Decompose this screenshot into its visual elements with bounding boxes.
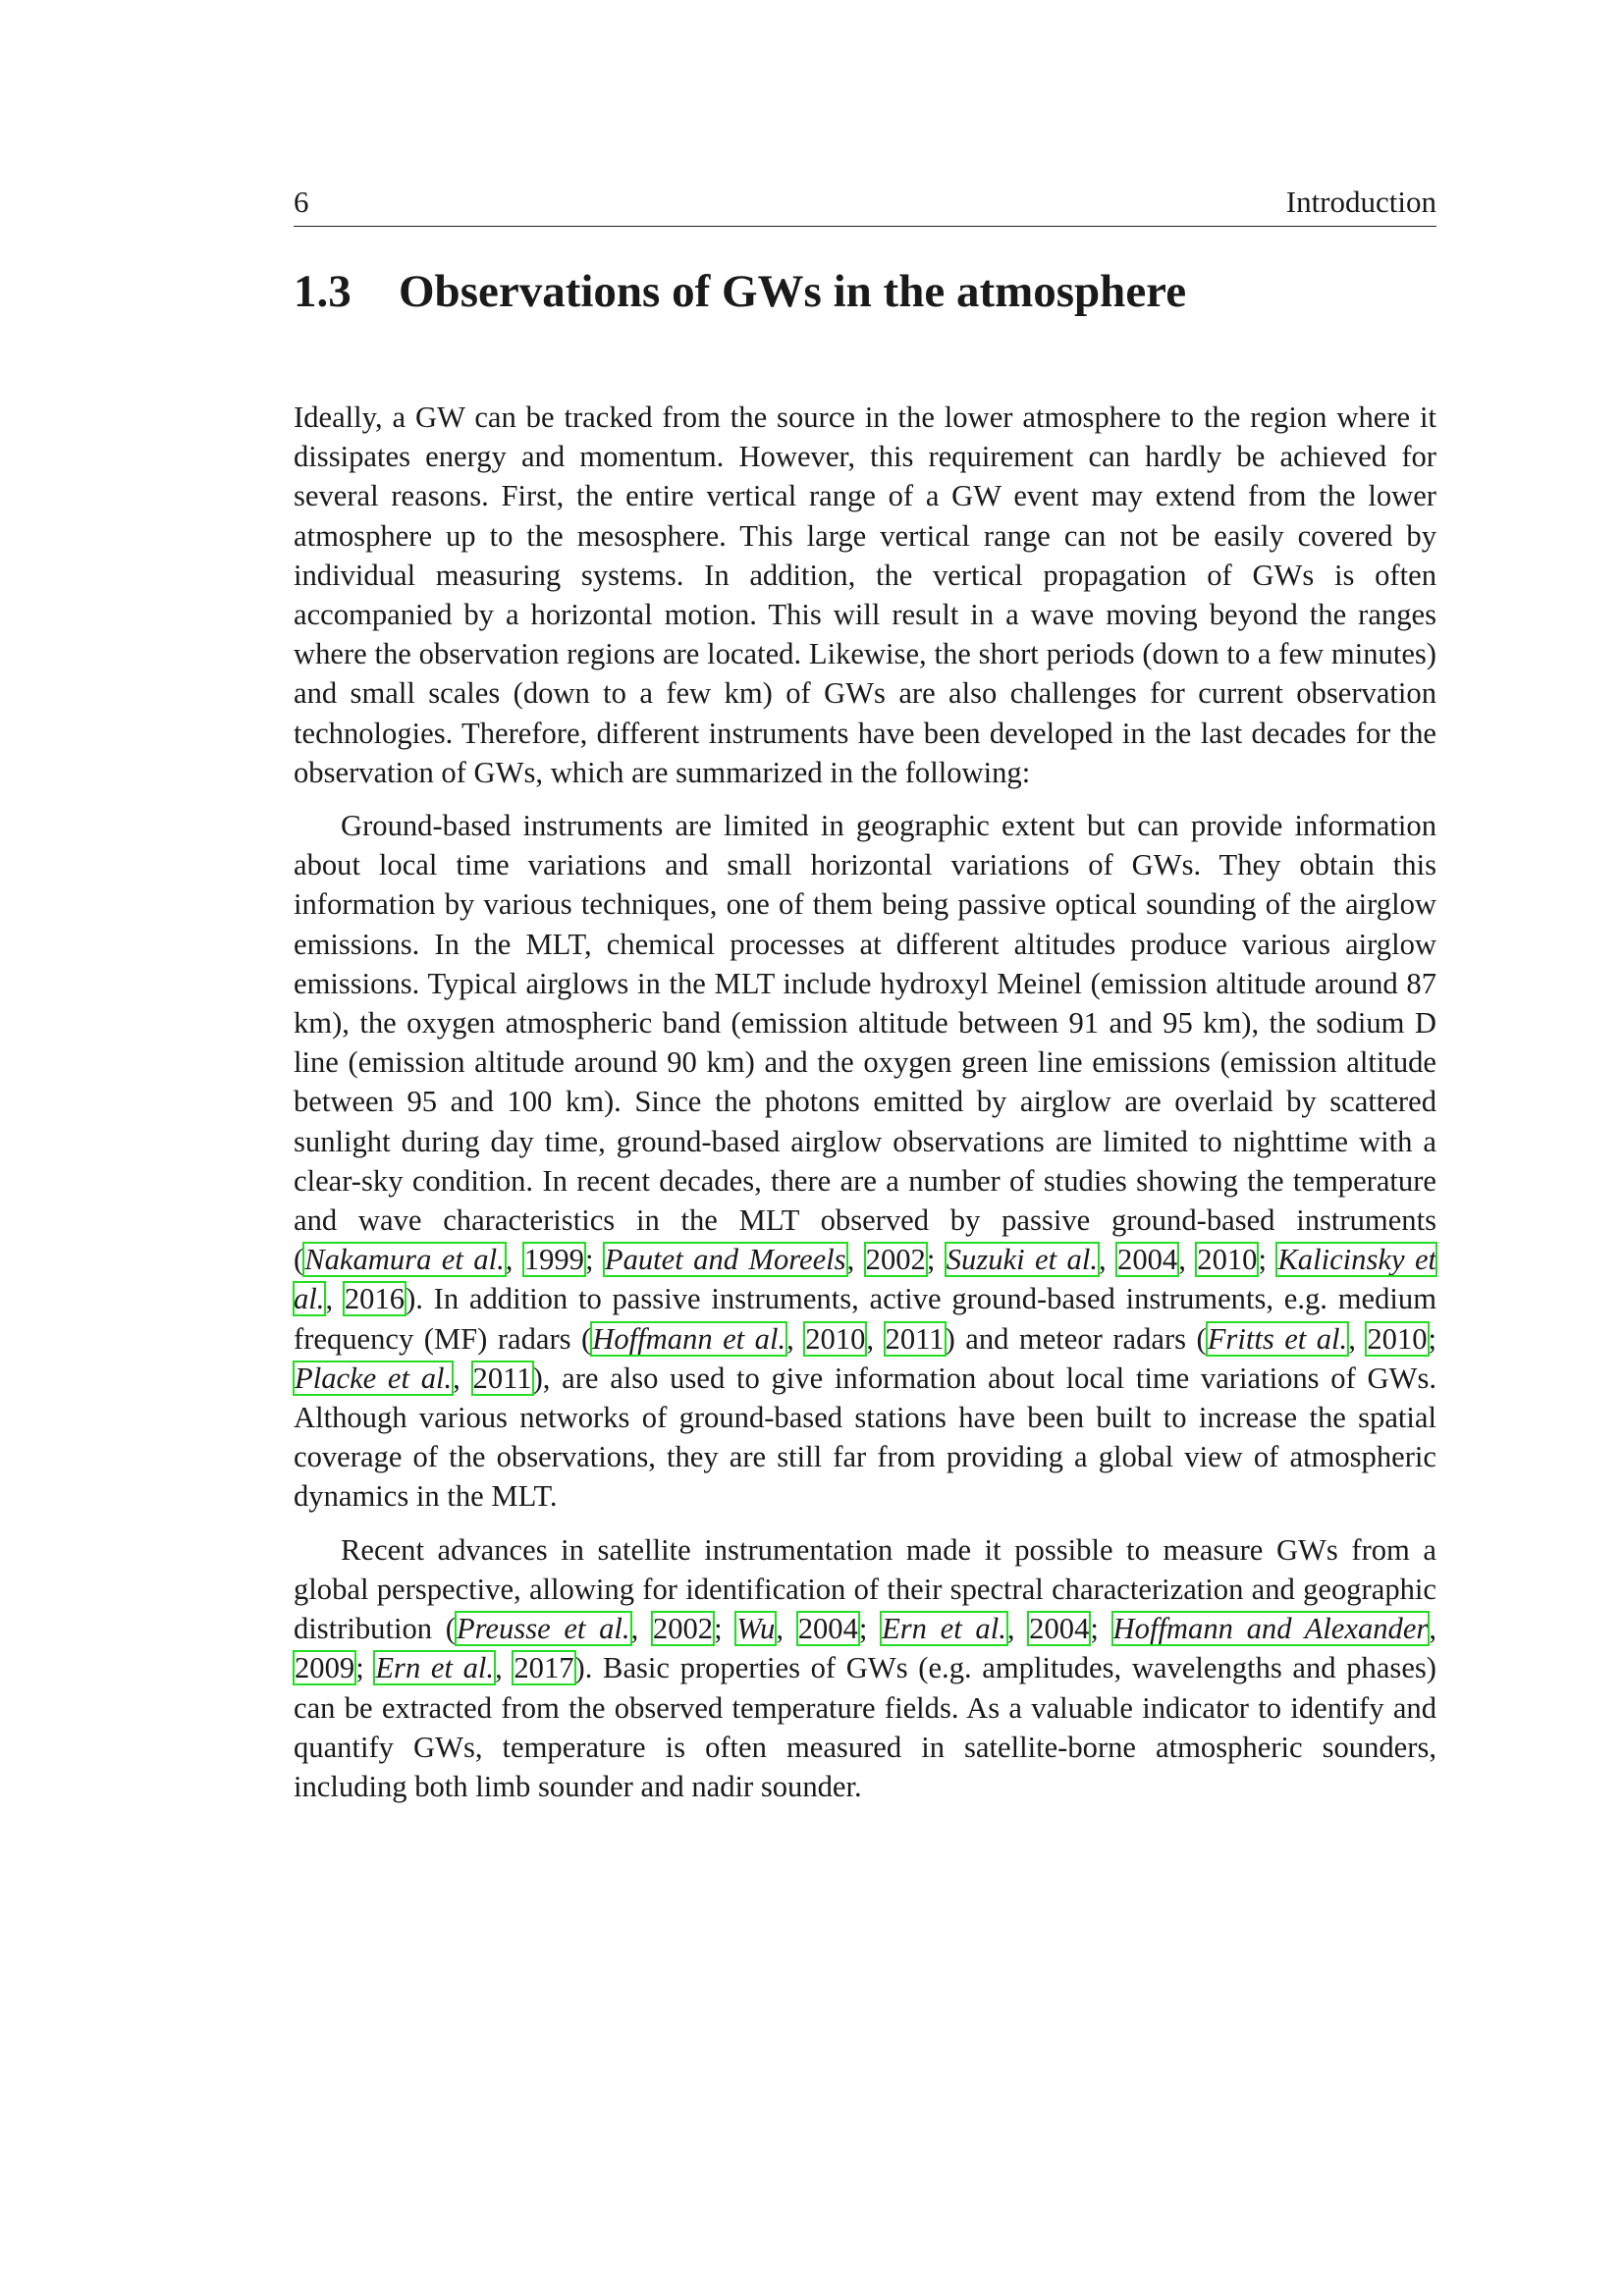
citation-link[interactable]: Fritts et al. (1207, 1321, 1348, 1356)
section-heading (294, 262, 1436, 321)
citation-link[interactable]: Nakamura et al. (304, 1243, 505, 1277)
text-run: ), are also used to give information about local time variations of GWs. Although various networks of ground-based stations have been built to increase the spatial coverage of the observations, they are still far from providing a global view of atmospheric dynamics in the MLT. (294, 1361, 1437, 1514)
section-title: Observations of GWs in the atmosphere (399, 266, 1187, 317)
citation-link[interactable]: Suzuki et al. (946, 1243, 1098, 1277)
citation-year-link[interactable]: 2002 (652, 1612, 714, 1646)
chapter-title: Introduction (1285, 185, 1436, 219)
paragraph-1: Ideally, a GW can be tracked from the source in the lower atmosphere to the region where it dissipates energy and momentum. However, this requirement can hardly be achieved for several reasons. First, the entire vertical range of a GW event may extend from the lower atmosphere up to the mesosphere. This large vertical range can not be easily covered by individual measuring systems. In addition, the vertical propagation of GWs is often accompanied by a horizontal motion. This will result in a wave moving beyond the ranges where the observation regions are located. Likewise, the short periods (down to a few minutes) and small scales (down to a few km) of GWs are also challenges for current observation technologies. Therefore, different instruments have been developed in the last decades for the observation of GWs, which are summarized in the following: (294, 400, 1436, 789)
page-number: 6 (294, 185, 309, 219)
running-head (294, 183, 1436, 227)
paragraph-3: Recent advances in satellite instrumentation made it possible to measure GWs from a global perspective, allowing for identification of their spectral characterization and geographic distribution (Preusse et al., 2002; Wu, 2004; Ern et al., 2004; Hoffmann and Alexander, 2009; Ern et al., 2017). Basic properties of GWs (e.g. amplitudes, wavelengths and phases) can be extracted from the observed temperature fields. As a valuable indicator to identify and quantify GWs, temperature is often measured in satellite-borne atmospheric sounders, including both limb sounder and nadir sounder. (294, 1532, 1436, 1803)
citation-year-link[interactable]: 2010 (805, 1321, 866, 1356)
paragraph-2: Ground-based instruments are limited in geographic extent but can provide information about local time variations and small horizontal variations of GWs. They obtain this information by various techniques, one of them being passive optical sounding of the airglow emissions. In the MLT, chemical processes at different altitudes produce various airglow emissions. Typical airglows in the MLT include hydroxyl Meinel (emission altitude around 87 km), the oxygen atmospheric band (emission altitude between 91 and 95 km), the sodium D line (emission altitude around 90 km) and the oxygen green line emissions (emission altitude between 95 and 100 km). Since the photons emitted by airglow are overlaid by scattered sunlight during day time, ground-based airglow observations are limited to nighttime with a clear-sky condition. In recent decades, there are a number of studies showing the temperature and wave characteristics in the MLT observed by passive ground-based instruments (Nakamura et al., 1999; Pautet and Moreels, 2002; Suzuki et al., 2004, 2010; Kalicinsky et al., 2016). In addition to passive instruments, active ground-based instruments, e.g. medium frequency (MF) radars (Hoffmann et al., 2010, 2011) and meteor radars (Fritts et al., 2010; Placke et al., 2011), are also used to give information about local time variations of GWs. Although various networks of ground-based stations have been built to increase the spatial coverage of the observations, they are still far from providing a global view of atmospheric dynamics in the MLT. (294, 809, 1437, 1514)
citation-year-link[interactable]: 2010 (1367, 1321, 1428, 1356)
citation-link[interactable]: Ern et al. (882, 1612, 1006, 1646)
page (294, 183, 1436, 1806)
citation-link[interactable]: Ern et al. (375, 1651, 495, 1685)
text-run: ) and meteor radars ( (945, 1321, 1207, 1356)
text-run: ). Basic properties of GWs (e.g. amplitudes, wavelengths and phases) can be extracted from the observed temperature fields. As a valuable indicator to identify and quantify GWs, temperature is often measured in satellite-borne atmospheric sounders, including both limb sounder and nadir sounder. (294, 1651, 1436, 1803)
citation-link[interactable]: Hoffmann et al. (592, 1321, 786, 1356)
citation-year-link[interactable]: 2011 (472, 1361, 532, 1395)
citation-year-link[interactable]: 2009 (295, 1651, 355, 1685)
text-run: Ground-based instruments are limited in geographic extent but can provide information about local time variations and small horizontal variations of GWs. They obtain this information by various techniques, one of them being passive optical sounding of the airglow emissions. In the MLT, chemical processes at different altitudes produce various airglow emissions. Typical airglows in the MLT include hydroxyl Meinel (emission altitude around 87 km), the oxygen atmospheric band (emission altitude between 91 and 95 km), the sodium D line (emission altitude around 90 km) and the oxygen green line emissions (emission altitude between 95 and 100 km). Since the photons emitted by airglow are overlaid by scattered sunlight during day time, ground-based airglow observations are limited to nighttime with a clear-sky condition. In recent decades, there are a number of studies showing the temperature and wave characteristics in the MLT observed by passive ground-based instruments ( (294, 809, 1436, 1277)
citation-link[interactable]: Hoffmann and Alexander (1112, 1612, 1429, 1646)
section-number: 1.3 (294, 266, 352, 317)
text-run: ). In addition to passive instruments, active ground-based instruments, e.g. medium frequency (MF) radars ( (294, 1282, 1436, 1356)
body-text (294, 398, 1436, 1806)
citation-year-link[interactable]: 2017 (514, 1651, 574, 1685)
citation-link[interactable]: Placke et al. (295, 1361, 453, 1395)
citation-year-link[interactable]: 2002 (865, 1243, 926, 1277)
citation-year-link[interactable]: 1999 (523, 1243, 584, 1277)
citation-link[interactable]: Pautet and Moreels (604, 1243, 846, 1277)
citation-link[interactable]: Kalicinsky et al. (294, 1243, 1437, 1316)
citation-link[interactable]: Wu (736, 1612, 776, 1646)
citation-year-link[interactable]: 2010 (1197, 1243, 1258, 1277)
citation-year-link[interactable]: 2004 (1117, 1243, 1178, 1277)
citation-year-link[interactable]: 2004 (797, 1612, 858, 1646)
text-run: Recent advances in satellite instrumentation made it possible to measure GWs from a global perspective, allowing for identification of their spectral characterization and geographic distribution ( (294, 1532, 1436, 1646)
citation-link[interactable]: Preusse et al. (456, 1612, 630, 1646)
citation-year-link[interactable]: 2016 (344, 1282, 406, 1316)
citation-year-link[interactable]: 2011 (885, 1321, 945, 1356)
citation-year-link[interactable]: 2004 (1029, 1612, 1090, 1646)
